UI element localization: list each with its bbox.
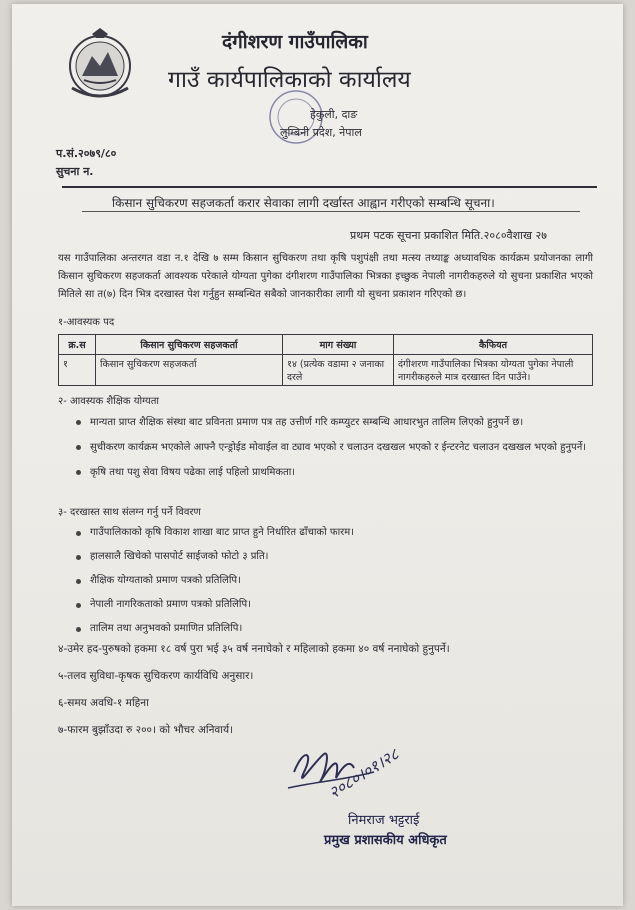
table-header-row bbox=[59, 335, 593, 355]
office-name: गाउँ कार्यपालिकाको कार्यालय bbox=[168, 67, 411, 93]
list-item: तालिम तथा अनुभवको प्रमाणित प्रतिलिपि। bbox=[74, 621, 592, 637]
section-3-heading: ३- दरखास्त साथ संलग्न गर्नु पर्ने विवरण bbox=[58, 507, 201, 518]
municipality-name: दंगीशरण गाउँपालिका bbox=[222, 31, 368, 53]
positions-table bbox=[58, 334, 593, 386]
col-header-demand: माग संख्या bbox=[283, 335, 394, 355]
documents-list bbox=[74, 525, 592, 637]
cell-sn: १ bbox=[59, 355, 96, 386]
list-item: गाउँपालिकाको कृषि विकाश शाखा बाट प्राप्त हुने निर्धारित ढाँचाको फारम। bbox=[74, 525, 592, 541]
list-item: शैक्षिक योग्यताको प्रमाण पत्रको प्रतिलिपि। bbox=[74, 573, 592, 589]
col-header-sn: क्र.स bbox=[59, 335, 96, 355]
publication-date: प्रथम पटक सूचना प्रकाशित मिति.२०८०वैशाख २७ bbox=[350, 229, 547, 242]
government-emblem-icon bbox=[62, 26, 138, 102]
qualification-list bbox=[74, 414, 592, 481]
form-fee: ७-फारम बुझाँउदा रु २००। को भौचर अनिवार्य। bbox=[58, 724, 234, 736]
letter-number: प.सं.२०७९/८० bbox=[56, 147, 117, 160]
address-line-2: लुम्बिनी प्रदेश, नेपाल bbox=[280, 126, 362, 139]
col-header-remarks: कैफियत bbox=[394, 335, 593, 355]
signatory-name: निमराज भट्टराई bbox=[348, 813, 420, 828]
intro-paragraph: यस गाउँपालिका अन्तरगत वडा न.१ देखि ७ सम्म किसान सुचिकरण तथा कृषि पशुपंक्षी तथा मत्स्य तथ्याङ्क अध्यावधिक कार्यक्रम प्रयोजनका लागी किसान सुचिकरण सहजकर्ता आवश्यक परेकाले योग्यता पुगेका दंगीशरण गाउँपालिका भित्रका इच्छुक नेपाली नागरीकहरुले यो सुचना प्रकाशित भएको मितिले सा त(७) दिन भित्र दरखास्त पेश गर्नुहुन सम्बन्धित सबैको जानकारीका लागी यो सुचना प्रकाशन गरिएको छ। bbox=[58, 253, 593, 300]
table-row bbox=[59, 355, 593, 386]
notice-number: सुचना न. bbox=[56, 165, 94, 178]
subject-underline bbox=[82, 211, 580, 212]
list-item: मान्यता प्राप्त शैक्षिक संस्था बाट प्रविनता प्रमाण पत्र तह उत्तीर्ण गरि कम्प्युटर सम्बन्धि आधारभुत तालिम लिएको हुनुपर्ने छ। bbox=[74, 414, 592, 431]
col-header-position: किसान सुचिकरण सहजकर्ता bbox=[96, 335, 283, 355]
salary-benefit: ५-तलव सुविधा-कृषक सुचिकरण कार्यविधि अनुसार। bbox=[58, 670, 254, 682]
section-1-heading: १-आवस्यक पद bbox=[58, 317, 115, 328]
signatory-title: प्रमुख प्रशासकीय अधिकृत bbox=[324, 833, 447, 848]
list-item: नेपाली नागरिकताको प्रमाण पत्रको प्रतिलिपि। bbox=[74, 597, 592, 613]
list-item: कृषि तथा पशु सेवा विषय पढेका लाई पहिलो प्राथमिकता। bbox=[74, 464, 592, 481]
address-line-1: हेकुली, दाङ bbox=[310, 108, 358, 121]
cell-position: किसान सुचिकरण सहजकर्ता bbox=[96, 355, 283, 386]
notice-subject: किसान सुचिकरण सहजकर्ता करार सेवाका लागी दर्खास्त आह्वान गरीएको सम्बन्धि सूचना। bbox=[112, 196, 495, 210]
section-2-heading: २- आवस्यक शैक्षिक योग्यता bbox=[58, 396, 160, 407]
header-divider bbox=[62, 186, 597, 188]
list-item: हालसालै खिचेको पासपोर्ट साईजको फोटो ३ प्रति। bbox=[74, 549, 592, 565]
cell-demand: १४ (प्रत्येक वडामा २ जनाका दरले bbox=[283, 355, 394, 386]
notice-document bbox=[12, 4, 623, 906]
time-duration: ६-समय अवधि-१ महिना bbox=[58, 697, 149, 709]
list-item: सुचीकरण कार्यक्रम भएकोले आफ्नै एन्ड्रोईड मोवाईल वा ट्याव भएको र चलाउन दखखल भएको र ईन्टरनेट चलाउन दखखल भएको हुनुपर्ने। bbox=[74, 439, 592, 456]
cell-remarks: दंगीशरण गाउँपालिका भित्रका योग्यता पुगेका नेपाली नागरीकहरुले मात्र दरखास्त दिन पाउँने। bbox=[394, 355, 593, 386]
signature-date: २०८०।०१।२८ bbox=[325, 744, 403, 803]
age-limit: ४-उमेर हद-पुरुषको हकमा १८ वर्ष पुरा भई ३५ वर्ष ननाघेको र महिलाको हकमा ४० वर्ष ननाघेको हुनुपर्ने। bbox=[58, 643, 450, 655]
